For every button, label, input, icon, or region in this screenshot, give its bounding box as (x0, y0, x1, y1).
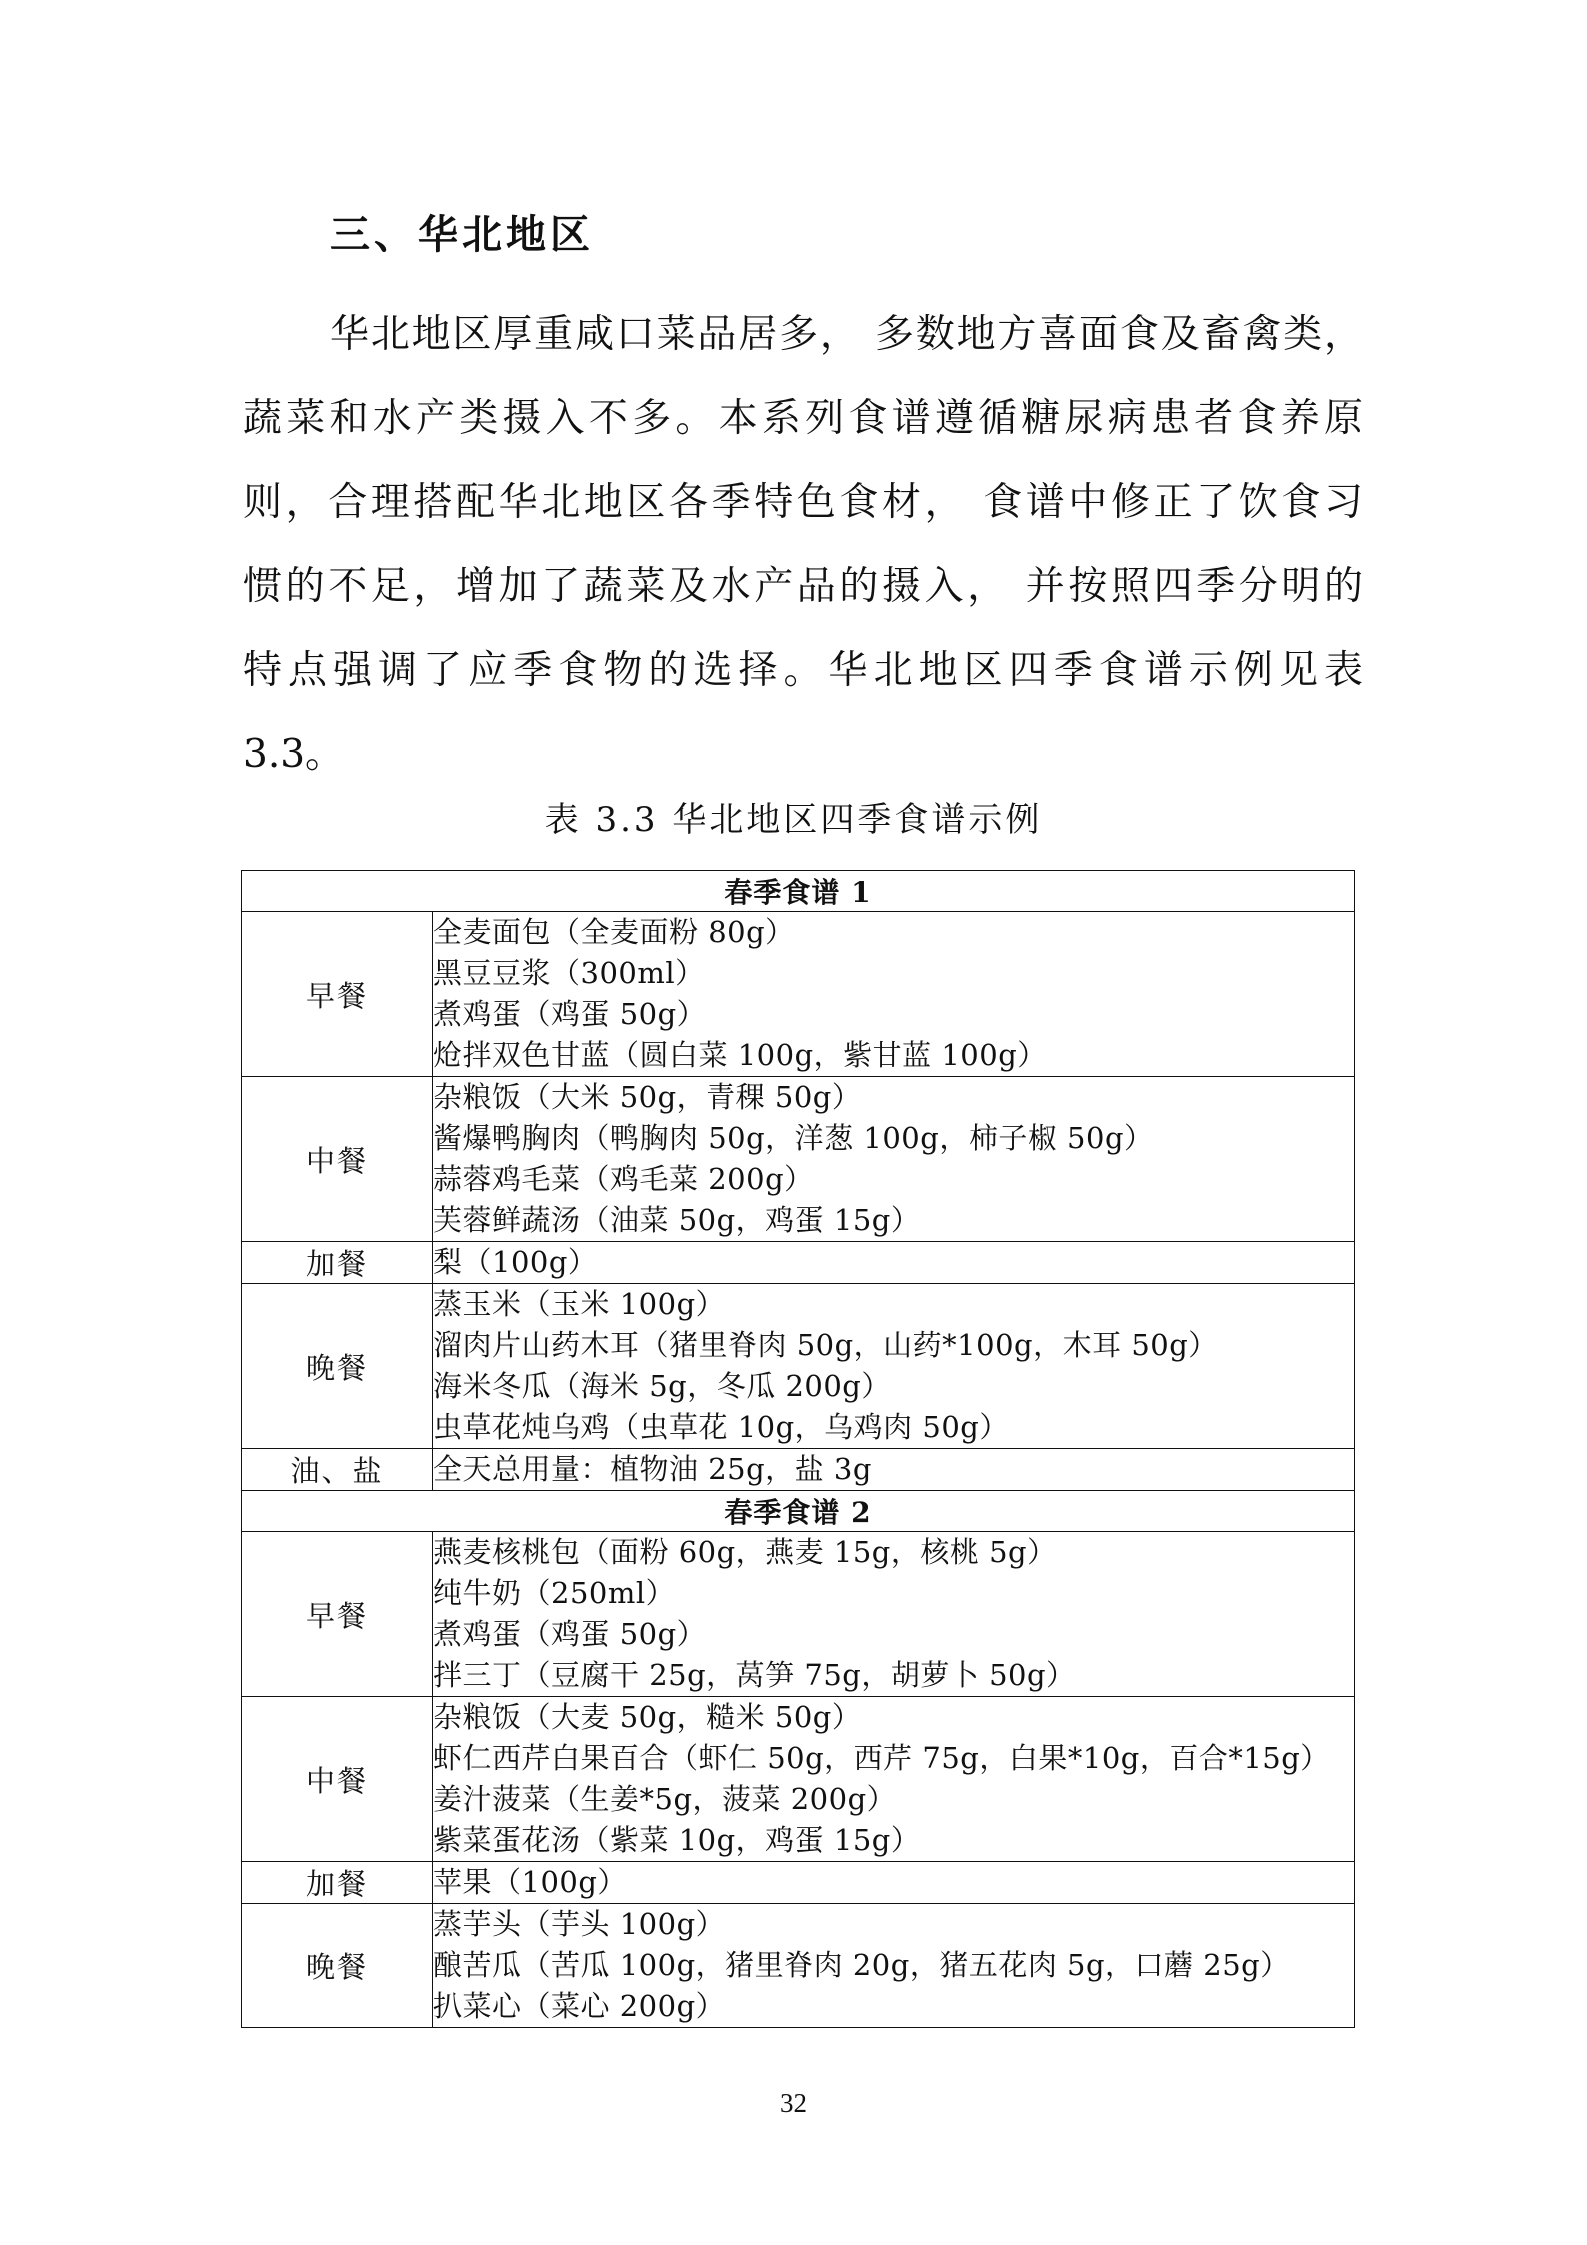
dish-item: 溜肉片山药木耳（猪里脊肉 50g，山药*100g，木耳 50g） (433, 1328, 1218, 1362)
dish-item: 杂粮饭（大麦 50g，糙米 50g） (433, 1700, 862, 1734)
table-caption: 表 3.3 华北地区四季食谱示例 (544, 800, 1043, 840)
dish-item: 虾仁西芹白果百合（虾仁 50g，西芹 75g，白果*10g，百合*15g） (433, 1741, 1330, 1775)
meal-items (433, 1449, 1355, 1491)
section-header-row (242, 871, 1355, 912)
dish-item: 芙蓉鲜蔬汤（油菜 50g，鸡蛋 15g） (433, 1203, 921, 1237)
dish-item: 虫草花炖乌鸡（虫草花 10g，乌鸡肉 50g） (433, 1410, 1009, 1444)
dish-item: 煮鸡蛋（鸡蛋 50g） (433, 997, 707, 1031)
dish-item: 黑豆豆浆（300ml） (433, 956, 705, 990)
meal-name: 中餐 (242, 1697, 433, 1862)
meal-items (433, 1697, 1355, 1862)
dish-item: 苹果（100g） (433, 1865, 627, 1899)
meal-row (242, 1532, 1355, 1697)
section-title: 春季食谱 2 (242, 1491, 1355, 1532)
dish-item: 煮鸡蛋（鸡蛋 50g） (433, 1617, 707, 1651)
meal-name: 油、盐 (242, 1449, 433, 1491)
meal-row (242, 1449, 1355, 1491)
meal-name: 晚餐 (242, 1284, 433, 1449)
dish-item: 梨（100g） (433, 1245, 598, 1279)
section-header-row (242, 1491, 1355, 1532)
dish-item: 全天总用量：植物油 25g，盐 3g (433, 1452, 872, 1486)
paragraph-line: 3.3。 (243, 732, 345, 777)
dish-item: 酿苦瓜（苦瓜 100g，猪里脊肉 20g，猪五花肉 5g，口蘑 25g） (433, 1948, 1290, 1982)
dish-item: 扒菜心（菜心 200g） (433, 1989, 726, 2023)
seasonal-menu-table (241, 870, 1355, 2028)
dish-item: 杂粮饭（大米 50g，青稞 50g） (433, 1080, 862, 1114)
paragraph-line: 则，合理搭配华北地区各季特色食材， 食谱中修正了饮食习 (243, 480, 1363, 525)
dish-item: 拌三丁（豆腐干 25g，莴笋 75g，胡萝卜 50g） (433, 1658, 1076, 1692)
meal-name: 加餐 (242, 1242, 433, 1284)
meal-items (433, 1242, 1355, 1284)
meal-row (242, 1242, 1355, 1284)
dish-item: 纯牛奶（250ml） (433, 1576, 676, 1610)
dish-item: 酱爆鸭胸肉（鸭胸肉 50g，洋葱 100g，柿子椒 50g） (433, 1121, 1154, 1155)
meal-row (242, 1904, 1355, 2028)
dish-item: 炝拌双色甘蓝（圆白菜 100g，紫甘蓝 100g） (433, 1038, 1047, 1072)
dish-item: 蒸芋头（芋头 100g） (433, 1907, 726, 1941)
meal-items (433, 1077, 1355, 1242)
paragraph-line: 华北地区厚重咸口菜品居多， 多数地方喜面食及畜禽类， (330, 312, 1363, 357)
meal-name: 早餐 (242, 912, 433, 1077)
dish-item: 紫菜蛋花汤（紫菜 10g，鸡蛋 15g） (433, 1823, 921, 1857)
dish-item: 蒜蓉鸡毛菜（鸡毛菜 200g） (433, 1162, 814, 1196)
meal-items (433, 1284, 1355, 1449)
meal-items (433, 1862, 1355, 1904)
meal-items (433, 1904, 1355, 2028)
meal-items (433, 912, 1355, 1077)
section-title: 春季食谱 1 (242, 871, 1355, 912)
meal-row (242, 1284, 1355, 1449)
paragraph-line: 特点强调了应季食物的选择。华北地区四季食谱示例见表 (243, 648, 1363, 693)
paragraph-line: 蔬菜和水产类摄入不多。本系列食谱遵循糖尿病患者食养原 (243, 396, 1363, 441)
section-heading: 三、华北地区 (330, 212, 594, 258)
meal-row (242, 1862, 1355, 1904)
paragraph-line: 惯的不足，增加了蔬菜及水产品的摄入， 并按照四季分明的 (243, 564, 1363, 609)
meal-items (433, 1532, 1355, 1697)
meal-name: 早餐 (242, 1532, 433, 1697)
meal-name: 中餐 (242, 1077, 433, 1242)
dish-item: 燕麦核桃包（面粉 60g，燕麦 15g，核桃 5g） (433, 1535, 1057, 1569)
page-number: 32 (780, 2088, 807, 2118)
dish-item: 姜汁菠菜（生姜*5g，菠菜 200g） (433, 1782, 897, 1816)
intro-paragraph (243, 293, 1363, 797)
meal-row (242, 912, 1355, 1077)
meal-row (242, 1077, 1355, 1242)
dish-item: 全麦面包（全麦面粉 80g） (433, 915, 795, 949)
dish-item: 蒸玉米（玉米 100g） (433, 1287, 726, 1321)
meal-name: 加餐 (242, 1862, 433, 1904)
meal-row (242, 1697, 1355, 1862)
dish-item: 海米冬瓜（海米 5g，冬瓜 200g） (433, 1369, 891, 1403)
meal-name: 晚餐 (242, 1904, 433, 2028)
